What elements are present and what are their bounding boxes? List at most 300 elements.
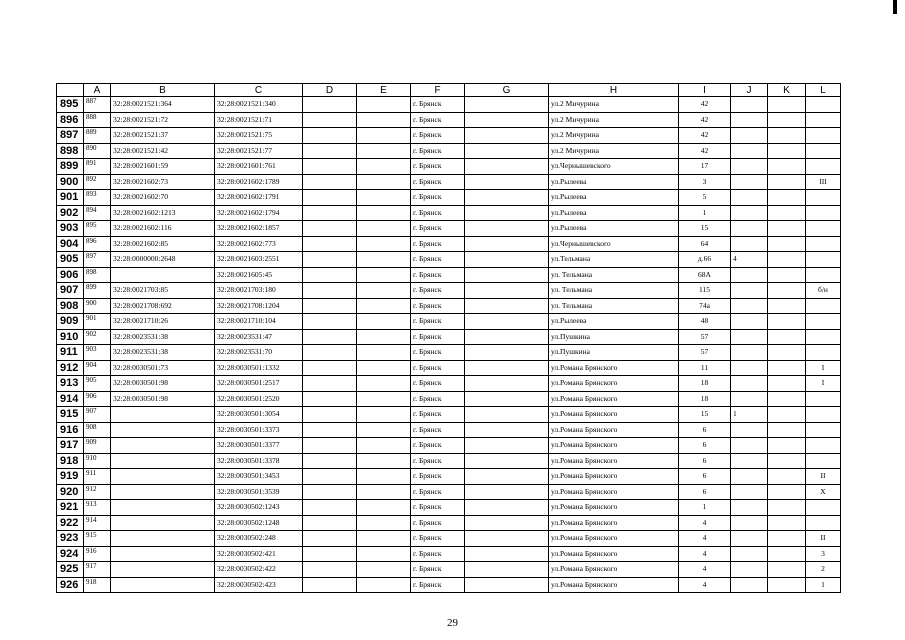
cell-h[interactable]: ул.Тельмана — [549, 252, 679, 268]
cell-i[interactable]: 6 — [679, 422, 731, 438]
cell-l[interactable]: III — [806, 174, 841, 190]
cell-d[interactable] — [303, 515, 357, 531]
cell-l[interactable] — [806, 267, 841, 283]
cell-j[interactable] — [731, 438, 768, 454]
cell-e[interactable] — [357, 298, 411, 314]
cell-g[interactable] — [465, 345, 549, 361]
cell-f[interactable]: г. Брянск — [411, 298, 465, 314]
cell-a[interactable]: 905 — [84, 376, 111, 392]
cell-b[interactable] — [111, 267, 215, 283]
cell-h[interactable]: ул.Романа Брянского — [549, 469, 679, 485]
cell-l[interactable] — [806, 453, 841, 469]
cell-a[interactable]: 908 — [84, 422, 111, 438]
cell-c[interactable]: 32:28:0030501:2520 — [215, 391, 303, 407]
cell-l[interactable] — [806, 143, 841, 159]
cell-e[interactable] — [357, 484, 411, 500]
column-header-b[interactable]: B — [111, 84, 215, 97]
row-number-cell[interactable]: 913 — [57, 376, 84, 392]
cell-i[interactable]: 1 — [679, 205, 731, 221]
cell-d[interactable] — [303, 252, 357, 268]
cell-a[interactable]: 888 — [84, 112, 111, 128]
cell-b[interactable]: 32:28:0023531:38 — [111, 329, 215, 345]
cell-b[interactable]: 32:28:0021602:85 — [111, 236, 215, 252]
cell-f[interactable]: г. Брянск — [411, 546, 465, 562]
cell-k[interactable] — [768, 267, 806, 283]
cell-f[interactable]: г. Брянск — [411, 515, 465, 531]
cell-f[interactable]: г. Брянск — [411, 453, 465, 469]
cell-j[interactable] — [731, 97, 768, 113]
cell-e[interactable] — [357, 252, 411, 268]
row-number-cell[interactable]: 915 — [57, 407, 84, 423]
cell-c[interactable]: 32:28:0021602:773 — [215, 236, 303, 252]
cell-j[interactable] — [731, 453, 768, 469]
cell-g[interactable] — [465, 391, 549, 407]
cell-e[interactable] — [357, 267, 411, 283]
cell-f[interactable]: г. Брянск — [411, 500, 465, 516]
cell-j[interactable] — [731, 205, 768, 221]
cell-k[interactable] — [768, 453, 806, 469]
cell-i[interactable]: 15 — [679, 407, 731, 423]
cell-a[interactable]: 899 — [84, 283, 111, 299]
cell-g[interactable] — [465, 531, 549, 547]
cell-c[interactable]: 32:28:0021602:1791 — [215, 190, 303, 206]
cell-f[interactable]: г. Брянск — [411, 438, 465, 454]
cell-k[interactable] — [768, 236, 806, 252]
cell-b[interactable]: 32:28:0030501:98 — [111, 376, 215, 392]
row-number-cell[interactable]: 923 — [57, 531, 84, 547]
cell-g[interactable] — [465, 500, 549, 516]
cell-h[interactable]: ул.Рылеева — [549, 205, 679, 221]
cell-c[interactable]: 32:28:0021521:71 — [215, 112, 303, 128]
row-number-cell[interactable]: 896 — [57, 112, 84, 128]
cell-l[interactable] — [806, 97, 841, 113]
cell-g[interactable] — [465, 221, 549, 237]
cell-j[interactable] — [731, 329, 768, 345]
cell-i[interactable]: 42 — [679, 128, 731, 144]
cell-c[interactable]: 32:28:0030502:421 — [215, 546, 303, 562]
cell-g[interactable] — [465, 329, 549, 345]
cell-g[interactable] — [465, 515, 549, 531]
cell-d[interactable] — [303, 97, 357, 113]
column-header-l[interactable]: L — [806, 84, 841, 97]
cell-j[interactable] — [731, 159, 768, 175]
cell-h[interactable]: ул. Тельмана — [549, 267, 679, 283]
cell-j[interactable] — [731, 112, 768, 128]
cell-f[interactable]: г. Брянск — [411, 391, 465, 407]
cell-e[interactable] — [357, 577, 411, 593]
cell-f[interactable]: г. Брянск — [411, 190, 465, 206]
cell-a[interactable]: 909 — [84, 438, 111, 454]
cell-l[interactable]: II — [806, 469, 841, 485]
cell-k[interactable] — [768, 376, 806, 392]
cell-b[interactable] — [111, 500, 215, 516]
cell-b[interactable] — [111, 407, 215, 423]
cell-c[interactable]: 32:28:0030501:3377 — [215, 438, 303, 454]
cell-h[interactable]: ул.Романа Брянского — [549, 453, 679, 469]
column-header-i[interactable]: I — [679, 84, 731, 97]
cell-i[interactable]: 6 — [679, 484, 731, 500]
cell-b[interactable] — [111, 484, 215, 500]
row-number-cell[interactable]: 902 — [57, 205, 84, 221]
cell-l[interactable]: 2 — [806, 562, 841, 578]
cell-i[interactable]: 15 — [679, 221, 731, 237]
cell-k[interactable] — [768, 515, 806, 531]
cell-c[interactable]: 32:28:0021708:1204 — [215, 298, 303, 314]
cell-h[interactable]: ул.Романа Брянского — [549, 577, 679, 593]
row-number-cell[interactable]: 898 — [57, 143, 84, 159]
cell-d[interactable] — [303, 174, 357, 190]
cell-g[interactable] — [465, 562, 549, 578]
column-header-f[interactable]: F — [411, 84, 465, 97]
cell-l[interactable]: II — [806, 531, 841, 547]
cell-k[interactable] — [768, 283, 806, 299]
cell-e[interactable] — [357, 236, 411, 252]
cell-j[interactable] — [731, 484, 768, 500]
cell-i[interactable]: 4 — [679, 562, 731, 578]
cell-d[interactable] — [303, 221, 357, 237]
cell-e[interactable] — [357, 159, 411, 175]
cell-l[interactable] — [806, 438, 841, 454]
cell-f[interactable]: г. Брянск — [411, 422, 465, 438]
cell-c[interactable]: 32:28:0030501:1332 — [215, 360, 303, 376]
cell-e[interactable] — [357, 391, 411, 407]
cell-k[interactable] — [768, 159, 806, 175]
cell-d[interactable] — [303, 500, 357, 516]
cell-g[interactable] — [465, 407, 549, 423]
cell-g[interactable] — [465, 469, 549, 485]
cell-f[interactable]: г. Брянск — [411, 97, 465, 113]
cell-l[interactable] — [806, 128, 841, 144]
row-number-cell[interactable]: 919 — [57, 469, 84, 485]
cell-a[interactable]: 917 — [84, 562, 111, 578]
cell-g[interactable] — [465, 453, 549, 469]
cell-c[interactable]: 32:28:0030501:3378 — [215, 453, 303, 469]
cell-a[interactable]: 891 — [84, 159, 111, 175]
cell-a[interactable]: 901 — [84, 314, 111, 330]
cell-e[interactable] — [357, 128, 411, 144]
cell-a[interactable]: 895 — [84, 221, 111, 237]
cell-i[interactable]: 4 — [679, 515, 731, 531]
cell-b[interactable]: 32:28:0021602:1213 — [111, 205, 215, 221]
column-header-e[interactable]: E — [357, 84, 411, 97]
column-header-c[interactable]: C — [215, 84, 303, 97]
cell-k[interactable] — [768, 174, 806, 190]
cell-h[interactable]: ул.Чернышевского — [549, 236, 679, 252]
cell-b[interactable] — [111, 531, 215, 547]
cell-e[interactable] — [357, 143, 411, 159]
cell-h[interactable]: ул.Романа Брянского — [549, 500, 679, 516]
cell-h[interactable]: ул.Пушкина — [549, 329, 679, 345]
cell-c[interactable]: 32:28:0030502:1243 — [215, 500, 303, 516]
row-number-cell[interactable]: 921 — [57, 500, 84, 516]
cell-d[interactable] — [303, 298, 357, 314]
cell-b[interactable]: 32:28:0021521:37 — [111, 128, 215, 144]
cell-e[interactable] — [357, 190, 411, 206]
cell-a[interactable]: 907 — [84, 407, 111, 423]
cell-d[interactable] — [303, 329, 357, 345]
cell-f[interactable]: г. Брянск — [411, 159, 465, 175]
cell-a[interactable]: 898 — [84, 267, 111, 283]
cell-k[interactable] — [768, 422, 806, 438]
cell-j[interactable] — [731, 143, 768, 159]
cell-i[interactable]: 57 — [679, 345, 731, 361]
cell-f[interactable]: г. Брянск — [411, 360, 465, 376]
cell-j[interactable] — [731, 546, 768, 562]
cell-e[interactable] — [357, 283, 411, 299]
cell-b[interactable]: 32:28:0030501:73 — [111, 360, 215, 376]
cell-j[interactable] — [731, 391, 768, 407]
cell-d[interactable] — [303, 438, 357, 454]
cell-c[interactable]: 32:28:0030501:2517 — [215, 376, 303, 392]
cell-i[interactable]: 68А — [679, 267, 731, 283]
cell-l[interactable] — [806, 500, 841, 516]
cell-g[interactable] — [465, 190, 549, 206]
cell-h[interactable]: ул.Романа Брянского — [549, 376, 679, 392]
cell-a[interactable]: 916 — [84, 546, 111, 562]
cell-h[interactable]: ул.Рылеева — [549, 190, 679, 206]
cell-i[interactable]: 4 — [679, 531, 731, 547]
cell-g[interactable] — [465, 267, 549, 283]
row-number-cell[interactable]: 897 — [57, 128, 84, 144]
cell-i[interactable]: 115 — [679, 283, 731, 299]
cell-b[interactable] — [111, 438, 215, 454]
cell-f[interactable]: г. Брянск — [411, 174, 465, 190]
cell-g[interactable] — [465, 298, 549, 314]
cell-j[interactable] — [731, 376, 768, 392]
row-number-cell[interactable]: 900 — [57, 174, 84, 190]
cell-g[interactable] — [465, 174, 549, 190]
cell-d[interactable] — [303, 391, 357, 407]
cell-f[interactable]: г. Брянск — [411, 469, 465, 485]
cell-f[interactable]: г. Брянск — [411, 221, 465, 237]
cell-j[interactable] — [731, 562, 768, 578]
cell-j[interactable] — [731, 221, 768, 237]
cell-c[interactable]: 32:28:0021521:340 — [215, 97, 303, 113]
cell-i[interactable]: 5 — [679, 190, 731, 206]
cell-d[interactable] — [303, 236, 357, 252]
cell-k[interactable] — [768, 531, 806, 547]
cell-b[interactable]: 32:28:0021703:85 — [111, 283, 215, 299]
cell-b[interactable]: 32:28:0030501:98 — [111, 391, 215, 407]
cell-j[interactable] — [731, 515, 768, 531]
row-number-cell[interactable]: 895 — [57, 97, 84, 113]
cell-j[interactable] — [731, 531, 768, 547]
cell-i[interactable]: д.66 — [679, 252, 731, 268]
cell-b[interactable] — [111, 515, 215, 531]
cell-a[interactable]: 887 — [84, 97, 111, 113]
cell-g[interactable] — [465, 236, 549, 252]
cell-h[interactable]: ул.Романа Брянского — [549, 407, 679, 423]
cell-c[interactable]: 32:28:0021521:75 — [215, 128, 303, 144]
column-header-k[interactable]: K — [768, 84, 806, 97]
cell-f[interactable]: г. Брянск — [411, 407, 465, 423]
row-number-cell[interactable]: 925 — [57, 562, 84, 578]
cell-h[interactable]: ул.2 Мичурина — [549, 128, 679, 144]
cell-g[interactable] — [465, 252, 549, 268]
cell-j[interactable] — [731, 128, 768, 144]
cell-l[interactable]: X — [806, 484, 841, 500]
cell-e[interactable] — [357, 562, 411, 578]
cell-f[interactable]: г. Брянск — [411, 376, 465, 392]
cell-g[interactable] — [465, 360, 549, 376]
cell-a[interactable]: 914 — [84, 515, 111, 531]
cell-h[interactable]: ул.Чернышевского — [549, 159, 679, 175]
cell-a[interactable]: 889 — [84, 128, 111, 144]
row-number-cell[interactable]: 926 — [57, 577, 84, 593]
cell-i[interactable]: 18 — [679, 376, 731, 392]
row-number-cell[interactable]: 911 — [57, 345, 84, 361]
cell-c[interactable]: 32:28:0021521:77 — [215, 143, 303, 159]
row-number-cell[interactable]: 916 — [57, 422, 84, 438]
cell-f[interactable]: г. Брянск — [411, 205, 465, 221]
cell-g[interactable] — [465, 112, 549, 128]
cell-c[interactable]: 32:28:0021602:1789 — [215, 174, 303, 190]
cell-k[interactable] — [768, 546, 806, 562]
cell-l[interactable] — [806, 422, 841, 438]
cell-l[interactable] — [806, 391, 841, 407]
cell-k[interactable] — [768, 298, 806, 314]
cell-a[interactable]: 911 — [84, 469, 111, 485]
cell-k[interactable] — [768, 484, 806, 500]
cell-l[interactable]: I — [806, 360, 841, 376]
cell-h[interactable]: ул.2 Мичурина — [549, 97, 679, 113]
row-number-cell[interactable]: 914 — [57, 391, 84, 407]
cell-f[interactable]: г. Брянск — [411, 562, 465, 578]
cell-a[interactable]: 912 — [84, 484, 111, 500]
cell-h[interactable]: ул.Романа Брянского — [549, 391, 679, 407]
cell-g[interactable] — [465, 422, 549, 438]
cell-h[interactable]: ул.Романа Брянского — [549, 546, 679, 562]
cell-c[interactable]: 32:28:0030501:3054 — [215, 407, 303, 423]
cell-k[interactable] — [768, 190, 806, 206]
cell-g[interactable] — [465, 546, 549, 562]
cell-e[interactable] — [357, 97, 411, 113]
cell-l[interactable] — [806, 407, 841, 423]
cell-l[interactable]: I — [806, 376, 841, 392]
cell-d[interactable] — [303, 407, 357, 423]
cell-d[interactable] — [303, 422, 357, 438]
cell-a[interactable]: 892 — [84, 174, 111, 190]
cell-b[interactable] — [111, 562, 215, 578]
cell-f[interactable]: г. Брянск — [411, 345, 465, 361]
cell-g[interactable] — [465, 143, 549, 159]
cell-i[interactable]: 48 — [679, 314, 731, 330]
cell-l[interactable] — [806, 236, 841, 252]
cell-l[interactable]: 3 — [806, 546, 841, 562]
cell-d[interactable] — [303, 484, 357, 500]
cell-k[interactable] — [768, 562, 806, 578]
cell-g[interactable] — [465, 577, 549, 593]
cell-d[interactable] — [303, 159, 357, 175]
cell-j[interactable] — [731, 174, 768, 190]
cell-k[interactable] — [768, 345, 806, 361]
cell-k[interactable] — [768, 469, 806, 485]
cell-b[interactable] — [111, 577, 215, 593]
cell-c[interactable]: 32:28:0021601:761 — [215, 159, 303, 175]
cell-a[interactable]: 904 — [84, 360, 111, 376]
cell-h[interactable]: ул.Рылеева — [549, 314, 679, 330]
cell-h[interactable]: ул. Тельмана — [549, 298, 679, 314]
cell-e[interactable] — [357, 112, 411, 128]
cell-e[interactable] — [357, 422, 411, 438]
cell-f[interactable]: г. Брянск — [411, 252, 465, 268]
cell-a[interactable]: 893 — [84, 190, 111, 206]
cell-j[interactable] — [731, 314, 768, 330]
cell-l[interactable]: 1 — [806, 577, 841, 593]
cell-h[interactable]: ул.Рылеева — [549, 174, 679, 190]
cell-d[interactable] — [303, 112, 357, 128]
cell-g[interactable] — [465, 484, 549, 500]
cell-d[interactable] — [303, 143, 357, 159]
cell-b[interactable]: 32:28:0000000:2648 — [111, 252, 215, 268]
cell-d[interactable] — [303, 128, 357, 144]
cell-c[interactable]: 32:28:0021710:104 — [215, 314, 303, 330]
cell-a[interactable]: 915 — [84, 531, 111, 547]
cell-d[interactable] — [303, 453, 357, 469]
cell-i[interactable]: 6 — [679, 453, 731, 469]
row-number-cell[interactable]: 920 — [57, 484, 84, 500]
cell-i[interactable]: 42 — [679, 112, 731, 128]
row-number-cell[interactable]: 909 — [57, 314, 84, 330]
cell-g[interactable] — [465, 205, 549, 221]
row-number-cell[interactable]: 901 — [57, 190, 84, 206]
row-number-cell[interactable]: 906 — [57, 267, 84, 283]
cell-k[interactable] — [768, 500, 806, 516]
cell-e[interactable] — [357, 500, 411, 516]
cell-a[interactable]: 896 — [84, 236, 111, 252]
cell-a[interactable]: 890 — [84, 143, 111, 159]
row-number-cell[interactable]: 912 — [57, 360, 84, 376]
cell-b[interactable] — [111, 546, 215, 562]
cell-k[interactable] — [768, 221, 806, 237]
cell-d[interactable] — [303, 283, 357, 299]
cell-b[interactable] — [111, 469, 215, 485]
cell-c[interactable]: 32:28:0030501:3373 — [215, 422, 303, 438]
cell-f[interactable]: г. Брянск — [411, 267, 465, 283]
cell-b[interactable]: 32:28:0021521:72 — [111, 112, 215, 128]
cell-i[interactable]: 11 — [679, 360, 731, 376]
cell-c[interactable]: 32:28:0023531:70 — [215, 345, 303, 361]
cell-e[interactable] — [357, 531, 411, 547]
cell-j[interactable]: 1 — [731, 407, 768, 423]
cell-e[interactable] — [357, 438, 411, 454]
cell-h[interactable]: ул.Романа Брянского — [549, 438, 679, 454]
cell-e[interactable] — [357, 314, 411, 330]
cell-f[interactable]: г. Брянск — [411, 314, 465, 330]
cell-k[interactable] — [768, 438, 806, 454]
cell-l[interactable] — [806, 515, 841, 531]
cell-a[interactable]: 903 — [84, 345, 111, 361]
cell-f[interactable]: г. Брянск — [411, 329, 465, 345]
cell-j[interactable] — [731, 500, 768, 516]
cell-d[interactable] — [303, 205, 357, 221]
cell-f[interactable]: г. Брянск — [411, 484, 465, 500]
cell-h[interactable]: ул.Романа Брянского — [549, 422, 679, 438]
cell-d[interactable] — [303, 469, 357, 485]
cell-b[interactable]: 32:28:0021602:116 — [111, 221, 215, 237]
cell-c[interactable]: 32:28:0030502:248 — [215, 531, 303, 547]
cell-e[interactable] — [357, 360, 411, 376]
cell-i[interactable]: 4 — [679, 546, 731, 562]
column-header-g[interactable]: G — [465, 84, 549, 97]
column-header-j[interactable]: J — [731, 84, 768, 97]
cell-l[interactable] — [806, 314, 841, 330]
cell-l[interactable] — [806, 298, 841, 314]
cell-f[interactable]: г. Брянск — [411, 143, 465, 159]
cell-g[interactable] — [465, 376, 549, 392]
row-number-cell[interactable]: 908 — [57, 298, 84, 314]
cell-j[interactable]: 4 — [731, 252, 768, 268]
